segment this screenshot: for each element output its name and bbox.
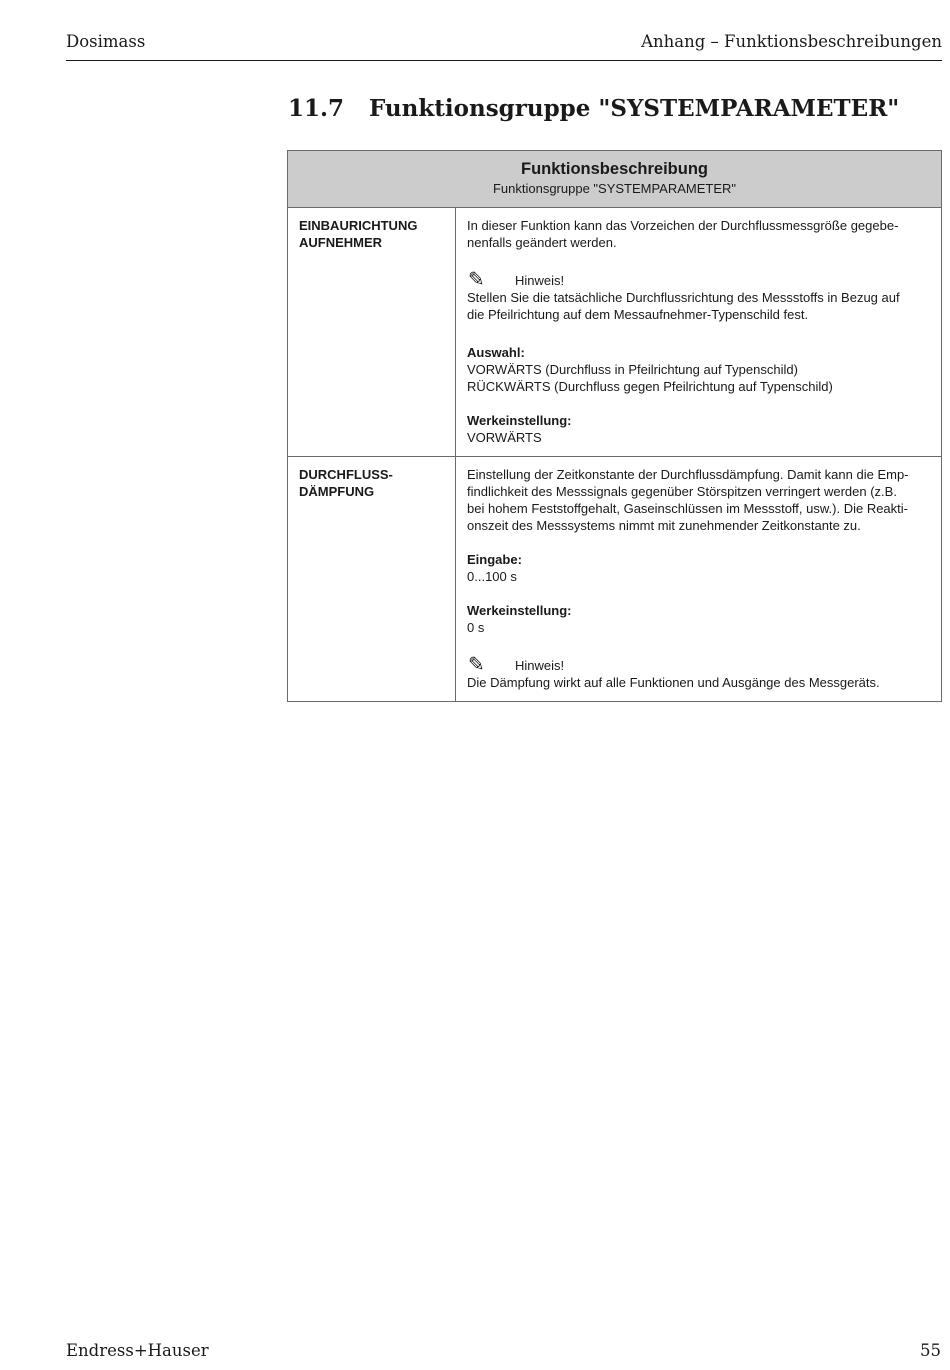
pencil-icon: ✎ bbox=[468, 652, 485, 676]
default-value: 0 s bbox=[467, 620, 485, 635]
function-name-line: DURCHFLUSS- bbox=[299, 467, 393, 482]
table-header-title: Funktionsbeschreibung bbox=[520, 160, 708, 178]
table-header bbox=[288, 151, 941, 208]
default-value: VORWÄRTS bbox=[467, 430, 542, 445]
description-line: onszeit des Messsystems nimmt mit zunehmender Zeitkonstante zu. bbox=[467, 518, 861, 533]
note-line: die Pfeilrichtung auf dem Messaufnehmer-Typenschild fest. bbox=[467, 307, 809, 322]
default-label: Werkeinstellung: bbox=[467, 413, 572, 428]
note-label: Hinweis! bbox=[515, 273, 565, 288]
select-label: Auswahl: bbox=[467, 345, 525, 360]
section-heading: Funktionsgruppe "SYSTEMPARAMETER" bbox=[369, 95, 900, 122]
description-line: bei hohem Feststoffgehalt, Gaseinschlüssen im Messstoff, usw.). Die Reakti- bbox=[467, 501, 908, 516]
header-chapter-title: Anhang – Funktionsbeschreibungen bbox=[641, 32, 942, 51]
table-header-subtitle: Funktionsgruppe "SYSTEMPARAMETER" bbox=[492, 181, 737, 196]
function-name-line: AUFNEHMER bbox=[299, 235, 383, 250]
description-line: nenfalls geändert werden. bbox=[467, 235, 617, 250]
note-heading bbox=[467, 652, 933, 676]
page-header bbox=[66, 30, 942, 61]
section-title bbox=[288, 95, 899, 122]
description-line: In dieser Funktion kann das Vorzeichen der Durchflussmessgröße gegebe- bbox=[467, 218, 899, 233]
description-line: findlichkeit des Messsignals gegenüber Störspitzen verringert werden (z.B. bbox=[467, 484, 897, 499]
input-label: Eingabe: bbox=[467, 552, 522, 567]
input-range: 0...100 s bbox=[467, 569, 517, 584]
footer-page-number: 55 bbox=[920, 1341, 941, 1360]
description-line: Einstellung der Zeitkonstante der Durchflussdämpfung. Damit kann die Emp- bbox=[467, 467, 909, 482]
function-name bbox=[288, 457, 456, 701]
note-line: Die Dämpfung wirkt auf alle Funktionen und Ausgänge des Messgeräts. bbox=[467, 675, 880, 690]
function-description bbox=[456, 457, 941, 701]
function-name-line: EINBAURICHTUNG bbox=[299, 218, 418, 233]
default-label: Werkeinstellung: bbox=[467, 603, 572, 618]
note-line: Stellen Sie die tatsächliche Durchflussrichtung des Messstoffs in Bezug auf bbox=[467, 290, 900, 305]
pencil-icon: ✎ bbox=[468, 267, 485, 291]
function-name-line: DÄMPFUNG bbox=[299, 484, 375, 499]
select-option: VORWÄRTS (Durchfluss in Pfeilrichtung auf Typenschild) bbox=[467, 362, 798, 377]
table-row-einbaurichtung bbox=[288, 208, 941, 457]
section-number: 11.7 bbox=[288, 95, 345, 122]
function-name bbox=[288, 208, 456, 456]
note-heading bbox=[467, 267, 933, 291]
footer-company: Endress+Hauser bbox=[66, 1341, 209, 1360]
table-row-durchflussdaempfung bbox=[288, 457, 941, 701]
function-table bbox=[287, 150, 942, 702]
function-description bbox=[456, 208, 941, 456]
select-option: RÜCKWÄRTS (Durchfluss gegen Pfeilrichtung auf Typenschild) bbox=[467, 379, 833, 394]
note-label: Hinweis! bbox=[515, 658, 565, 673]
header-product-name: Dosimass bbox=[66, 32, 146, 51]
